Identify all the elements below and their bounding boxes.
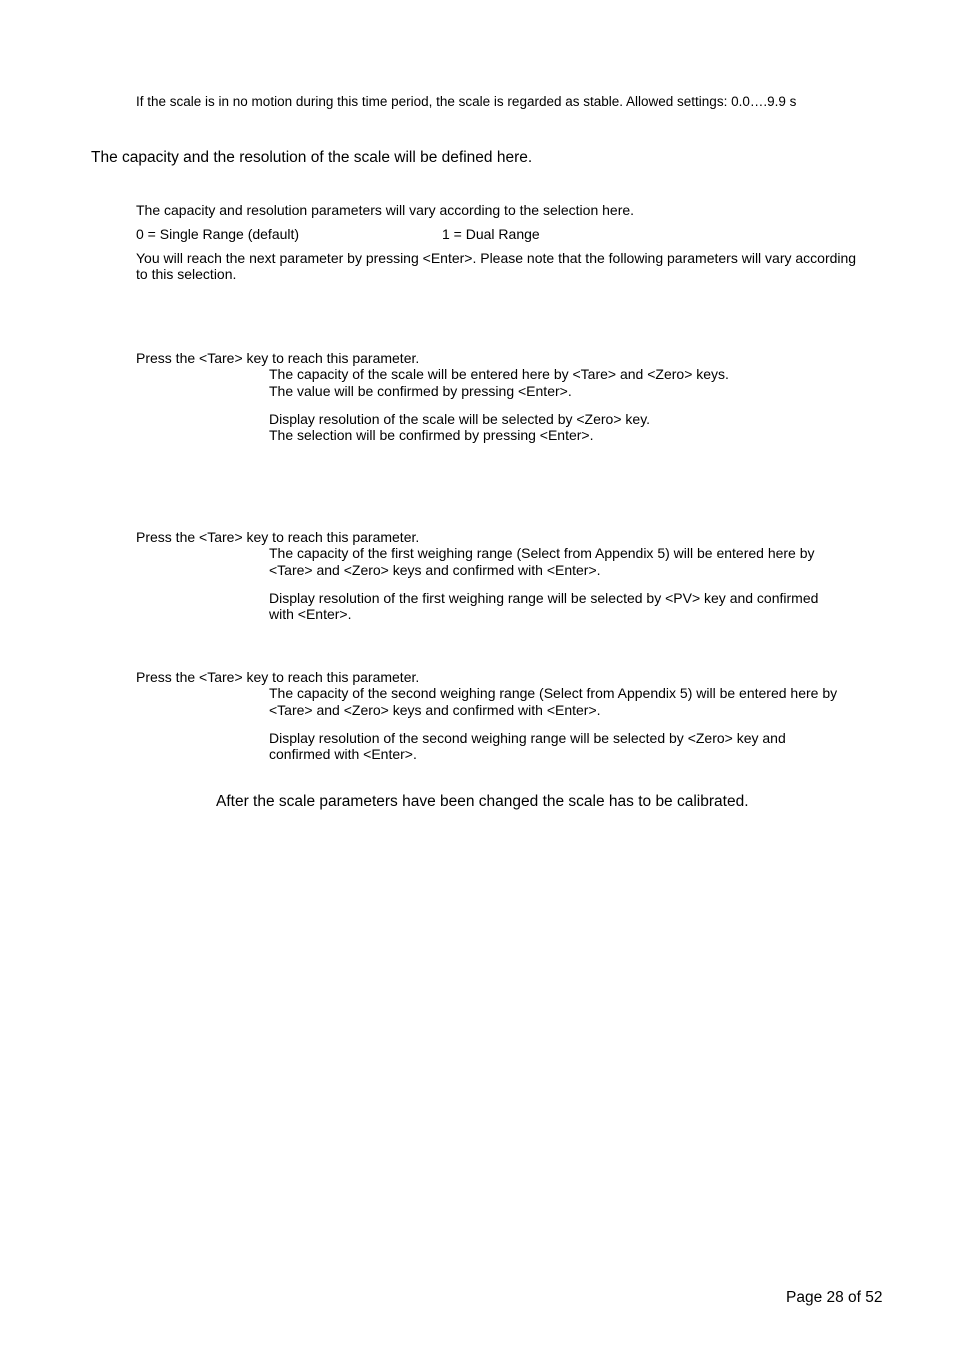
second-capacity-line1: The capacity of the second weighing range (Select from Appendix 5) will be entered here by [269,685,838,701]
first-capacity-line2: <Tare> and <Zero> keys and confirmed with <Enter>. [269,562,601,578]
single-capacity-line1: The capacity of the scale will be entered here by <Tare> and <Zero> keys. [269,366,729,382]
page-number: Page 28 of 52 [786,1289,883,1306]
first-resolution-line2: with <Enter>. [269,606,352,622]
single-resolution-line2: The selection will be confirmed by pressing <Enter>. [269,427,594,443]
first-capacity-line1: The capacity of the first weighing range (Select from Appendix 5) will be entered here by [269,545,815,561]
next-parameter-note-line1: You will reach the next parameter by pressing <Enter>. Please note that the following parameters will vary according [136,250,857,266]
second-resolution-line2: confirmed with <Enter>. [269,746,417,762]
option-single-range: 0 = Single Range (default) [136,226,300,242]
option-dual-range: 1 = Dual Range [442,226,540,242]
second-resolution-line1: Display resolution of the second weighing range will be selected by <Zero> key and [269,730,786,746]
second-press-tare: Press the <Tare> key to reach this parameter. [136,669,420,685]
single-press-tare: Press the <Tare> key to reach this parameter. [136,350,420,366]
single-resolution-line1: Display resolution of the scale will be selected by <Zero> key. [269,411,651,427]
capacity-intro: The capacity and the resolution of the scale will be defined here. [91,149,533,166]
first-resolution-line1: Display resolution of the first weighing range will be selected by <PV> key and confirmed [269,590,819,606]
range-mode-note: The capacity and resolution parameters will vary according to the selection here. [136,202,635,218]
calibration-note: After the scale parameters have been changed the scale has to be calibrated. [216,793,749,810]
single-capacity-line2: The value will be confirmed by pressing <Enter>. [269,383,572,399]
stability-description: If the scale is in no motion during this time period, the scale is regarded as stable. Allowed settings: 0.0….9.9 s [136,94,797,109]
second-capacity-line2: <Tare> and <Zero> keys and confirmed with <Enter>. [269,702,601,718]
next-parameter-note-line2: to this selection. [136,266,237,282]
first-press-tare: Press the <Tare> key to reach this parameter. [136,529,420,545]
